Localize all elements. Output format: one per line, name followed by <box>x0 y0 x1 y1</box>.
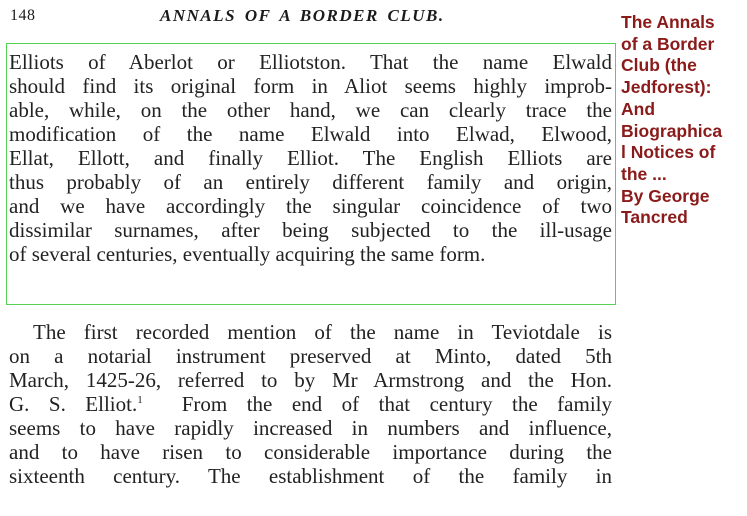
text-line <box>9 392 612 416</box>
body-paragraph <box>9 320 612 488</box>
text-line: of several centuries, eventually acquiring the same form. <box>9 242 486 266</box>
text-line: dissimilar surnames, after being subjected to the ill-usage <box>9 218 612 242</box>
text-line: March, 1425-26, referred to by Mr Armstrong and the Hon. <box>9 368 612 392</box>
text-line: Ellat, Ellott, and finally Elliot. The English Elliots are <box>9 146 612 170</box>
book-title-sidebar: The Annals of a Border Club (the Jedforest): And Biographica l Notices of the ... By George Tancred <box>621 12 723 228</box>
highlighted-paragraph <box>9 50 612 266</box>
text-fragment: From the end of that century the family <box>181 392 612 416</box>
footnote-marker[interactable]: 1 <box>137 394 143 406</box>
text-line: The first recorded mention of the name in Teviotdale is <box>33 320 612 344</box>
text-line: able, while, on the other hand, we can clearly trace the <box>9 98 612 122</box>
text-fragment: G. S. Elliot. <box>9 392 138 416</box>
text-line: seems to have rapidly increased in numbers and influence, <box>9 416 612 440</box>
text-line: and we have accordingly the singular coincidence of two <box>9 194 612 218</box>
text-line: on a notarial instrument preserved at Minto, dated 5th <box>9 344 612 368</box>
page-number: 148 <box>10 7 36 24</box>
text-line: and to have risen to considerable importance during the <box>9 440 612 464</box>
text-line: should find its original form in Aliot seems highly improb- <box>9 74 612 98</box>
text-line: sixteenth century. The establishment of the family in <box>9 464 612 488</box>
text-line: modification of the name Elwald into Elwad, Elwood, <box>9 122 612 146</box>
running-head: ANNALS OF A BORDER CLUB. <box>160 6 445 25</box>
text-line: Elliots of Aberlot or Elliotston. That the name Elwald <box>9 50 612 74</box>
text-line: thus probably of an entirely different family and origin, <box>9 170 612 194</box>
